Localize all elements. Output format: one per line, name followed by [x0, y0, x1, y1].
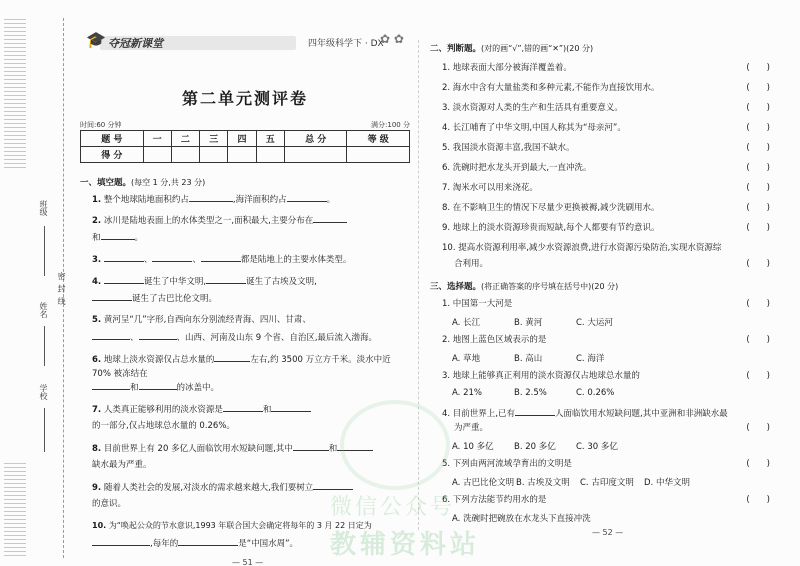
choice-option[interactable]: A. 21% [452, 388, 482, 398]
question-text: 7. 淘米水可以用来浇花。 [442, 183, 538, 193]
question-text: 的冰盖中。 [176, 383, 220, 393]
answer-blank[interactable] [313, 213, 347, 223]
section-note: (将正确答案的序号填在括号中)(20 分) [481, 282, 619, 291]
answer-paren[interactable]: ( ) [746, 259, 770, 269]
sprout-icon: ✿ ✿ [380, 32, 404, 46]
question-number: 5. [92, 315, 102, 325]
score-header-cell: 五 [256, 131, 284, 147]
question-number: 6. [92, 355, 102, 365]
question-text: 为“唤起公众的节水意识,1993 年联合国大会确定将每年的 3 月 22 日定为 [108, 521, 372, 530]
page-title: 第二单元测评卷 [181, 89, 308, 108]
choice-option[interactable]: C. 海洋 [576, 354, 605, 364]
answer-blank[interactable] [293, 441, 329, 451]
section-2-title [430, 42, 593, 54]
answer-blank[interactable] [139, 380, 177, 390]
question-number: 1. [92, 195, 102, 205]
answer-paren[interactable]: ( ) [746, 223, 770, 233]
question-text: 缺水最为严重。 [92, 460, 152, 470]
score-header-row [81, 131, 410, 147]
choice-option[interactable]: B. 高山 [514, 354, 543, 364]
question-text: 为严重。 [454, 423, 489, 433]
full-score: 满分:100 分 [371, 121, 410, 129]
answer-blank[interactable] [206, 274, 246, 284]
question-number: 10. [92, 521, 107, 530]
question-text: 5. 我国淡水资源丰富,我国不缺水。 [442, 143, 575, 153]
score-cell[interactable] [143, 147, 171, 163]
judge-question [442, 202, 770, 215]
question-text: 6. 洗碗时把水龙头开到最大,一直冲洗。 [442, 163, 592, 173]
question-number: 9. [92, 483, 102, 493]
score-cell[interactable] [284, 147, 347, 163]
answer-blank[interactable] [139, 330, 177, 340]
school-field[interactable] [44, 408, 45, 452]
question-text: 左右,约 3500 万立方千米。淡水中近 70% 被冻结在 [92, 355, 391, 379]
class-field[interactable] [44, 226, 45, 276]
fill-question-2 [92, 213, 410, 228]
question-text: 和 [92, 233, 101, 243]
choice-option[interactable]: A. 古巴比伦文明 [452, 478, 515, 488]
answer-blank[interactable] [223, 402, 263, 412]
question-text: 3. 淡水资源对人类的生产和生活具有重要意义。 [442, 103, 623, 113]
mortarboard-icon: 🎓 [86, 30, 106, 49]
fill-question-3 [92, 252, 410, 267]
answer-blank[interactable] [101, 230, 135, 240]
grade-label: 四年级科学下 · DX [308, 39, 384, 49]
watermark-text: 教辅资料站 [330, 530, 481, 560]
choice-question [442, 494, 770, 507]
answer-paren[interactable]: ( ) [746, 335, 770, 345]
question-text: 、 [143, 255, 153, 265]
judge-question [442, 82, 770, 95]
answer-paren[interactable]: ( ) [746, 163, 770, 173]
section-title-text: 三、选择题。 [430, 282, 482, 292]
answer-paren[interactable]: ( ) [746, 299, 770, 309]
choice-options [452, 352, 638, 364]
answer-paren[interactable]: ( ) [746, 63, 770, 73]
choice-option[interactable]: A. 长江 [452, 318, 481, 328]
question-text: 4. 长江哺育了中华文明,中国人称其为“母亲河”。 [442, 123, 626, 133]
question-text: 和 [130, 383, 139, 393]
question-text: ,每年的 [150, 539, 179, 549]
choice-option[interactable]: A. 草地 [452, 354, 481, 364]
question-number: 8. [92, 444, 102, 454]
answer-paren[interactable]: ( ) [746, 103, 770, 113]
answer-blank[interactable] [201, 252, 241, 262]
score-table [80, 130, 410, 163]
question-text: 、 [130, 333, 139, 343]
answer-blank[interactable] [214, 352, 250, 362]
answer-paren[interactable]: ( ) [746, 123, 770, 133]
question-number: 2. [92, 216, 102, 226]
question-text: 冰川是陆地表面上的水体类型之一,面积最大,主要分布在 [103, 216, 314, 226]
page-number: — 52 — [592, 528, 624, 537]
judge-question-cont [442, 258, 770, 271]
time-limit: 时间:60 分钟 [80, 121, 122, 129]
choice-option[interactable]: C. 30 多亿 [576, 442, 618, 452]
watermark-text: 微信公众号 [330, 495, 456, 520]
score-header-cell: 一 [143, 131, 171, 147]
judge-question [442, 62, 770, 75]
question-text: 的一部分,仅占地球总水量的 0.26%。 [92, 421, 235, 431]
section-1-title [80, 176, 205, 188]
answer-blank[interactable] [515, 406, 555, 416]
fill-question-5 [92, 313, 410, 327]
score-row [81, 147, 410, 163]
choice-option[interactable]: D. 中华文明 [644, 478, 690, 488]
score-header-cell: 等 级 [347, 131, 410, 147]
score-cell[interactable] [347, 147, 410, 163]
judge-question [442, 162, 770, 175]
name-field[interactable] [44, 326, 45, 366]
question-text: 、山西、河南及山东 9 个省、自治区,最后流入渤海。 [176, 333, 378, 343]
choice-options [452, 316, 638, 328]
score-header-cell: 题 号 [81, 131, 144, 147]
answer-blank[interactable] [271, 402, 311, 412]
score-cell[interactable] [228, 147, 256, 163]
judge-question [442, 242, 770, 255]
answer-blank[interactable] [92, 330, 130, 340]
score-header-cell: 三 [200, 131, 228, 147]
section-note: (每空 1 分,共 23 分) [131, 178, 206, 187]
question-text: 9. 地球上的淡水资源珍贵而短缺,每个人都要有节约意识。 [442, 223, 660, 233]
choice-question-cont [442, 422, 770, 435]
question-text: 1. 地球表面大部分被海洋覆盖着。 [442, 63, 572, 73]
question-text: 5. 下列由两河流域孕育出的文明是 [442, 459, 572, 469]
question-text: 6. 下列方法能节约用水的是 [442, 495, 547, 505]
choice-option[interactable]: B. 黄河 [514, 318, 543, 328]
score-header-cell: 四 [228, 131, 256, 147]
question-text: 8. 在不影响卫生的情况下尽量少更换被褥,减少洗刷用水。 [442, 203, 660, 213]
section-3-title [430, 280, 618, 292]
answer-paren[interactable]: ( ) [746, 203, 770, 213]
question-text: 和 [262, 405, 272, 415]
answer-paren[interactable]: ( ) [746, 83, 770, 93]
seal-text: 密 封 线 [57, 272, 66, 307]
brand-name: 夺冠新课堂 [108, 37, 163, 50]
fill-question-5-cont [92, 330, 410, 345]
question-text: 。 [326, 195, 336, 205]
choice-option[interactable]: C. 0.26% [576, 388, 615, 398]
score-header-cell: 总 分 [284, 131, 347, 147]
choice-option[interactable]: B. 古埃及文明 [516, 478, 570, 488]
section-note: (对的画“√”,错的画“✕”)(20 分) [481, 44, 594, 53]
judge-question [442, 222, 770, 235]
question-text: 4. 目前世界上,已有 [442, 409, 516, 419]
class-label: 班级 [39, 200, 48, 216]
judge-question [442, 142, 770, 155]
question-number: 4. [92, 277, 102, 287]
score-cell[interactable] [256, 147, 284, 163]
choice-option[interactable]: C. 古印度文明 [580, 478, 634, 488]
choice-question [442, 458, 770, 471]
choice-question [442, 334, 770, 347]
question-text: 都是陆地上的主要水体类型。 [240, 255, 352, 265]
question-text: ,海洋面积约占 [232, 195, 287, 205]
question-text: 。 [134, 233, 144, 243]
answer-blank[interactable] [92, 291, 132, 301]
judge-question [442, 102, 770, 115]
answer-paren[interactable]: ( ) [746, 183, 770, 193]
choice-options [452, 440, 638, 452]
choice-options [452, 388, 638, 398]
answer-blank[interactable] [92, 536, 150, 546]
choice-option[interactable]: B. 20 多亿 [514, 442, 556, 452]
fill-question-6-cont [92, 380, 410, 395]
school-label: 学校 [39, 384, 48, 400]
choice-option[interactable]: C. 大运河 [576, 318, 613, 328]
binding-strip [0, 0, 74, 566]
fill-question-6 [92, 352, 410, 381]
choice-option[interactable]: A. 10 多亿 [452, 442, 494, 452]
brand-header [80, 30, 410, 52]
question-number: 3. [92, 255, 102, 265]
question-text: 10. 提高水资源利用率,减少水资源浪费,进行水资源污染防治,实现水资源综 [442, 243, 722, 253]
answer-blank[interactable] [92, 380, 130, 390]
exam-meta [80, 120, 410, 130]
name-label: 姓名 [39, 302, 48, 318]
choice-question [442, 298, 770, 311]
answer-blank[interactable] [287, 192, 327, 202]
question-text: 合利用。 [454, 259, 489, 269]
question-text: 黄河呈“几”字形,自西向东分别流经青海、四川、甘肃、 [103, 315, 311, 325]
watermark-ring [340, 400, 450, 490]
answer-blank[interactable] [104, 252, 144, 262]
question-text: 人类真正能够利用的淡水资源是 [103, 405, 223, 415]
question-text: 目前世界上有 20 多亿人面临饮用水短缺问题,其中 [103, 444, 293, 454]
fill-question-4 [92, 274, 410, 289]
score-cell[interactable] [171, 147, 199, 163]
question-text: 1. 中国第一大河是 [442, 299, 513, 309]
question-text: 2. 地图上蓝色区域表示的是 [442, 335, 547, 345]
answer-blank[interactable] [178, 536, 238, 546]
answer-paren[interactable]: ( ) [746, 143, 770, 153]
answer-paren[interactable]: ( ) [746, 459, 770, 469]
question-text: 的意识。 [92, 499, 127, 509]
answer-blank[interactable] [152, 252, 192, 262]
page-number: — 51 — [232, 558, 264, 566]
question-text: 诞生了古埃及文明, [246, 277, 317, 287]
judge-question [442, 122, 770, 135]
question-text: 3. 地球上能够真正利用的淡水资源仅占地球总水量的 [442, 371, 640, 381]
answer-paren[interactable]: ( ) [746, 371, 770, 381]
question-text: 、 [192, 255, 201, 265]
answer-blank[interactable] [313, 480, 353, 490]
choice-option[interactable]: B. 2.5% [514, 388, 547, 398]
fill-question-2-cont [92, 230, 410, 245]
question-text: 2. 海水中含有大量盐类和多种元素,不能作为直接饮用水。 [442, 83, 660, 93]
choice-options [452, 512, 591, 524]
fill-question-4-cont [92, 291, 410, 306]
question-text: 地球上淡水资源仅占总水量的 [103, 355, 215, 365]
section-title-text: 二、判断题。 [430, 44, 482, 54]
choice-option[interactable]: A. 洗碗时把碗放在水龙头下直接冲洗 [452, 514, 591, 524]
choice-question [442, 406, 770, 421]
judge-question [442, 182, 770, 195]
question-text: 整个地球陆地面积约占 [103, 195, 189, 205]
hatch-decoration [4, 460, 26, 556]
question-text: 人面临饮用水短缺问题,其中亚洲和非洲缺水最 [555, 409, 728, 419]
question-text: 诞生了中华文明, [143, 277, 207, 287]
score-header-cell: 二 [171, 131, 199, 147]
answer-paren[interactable]: ( ) [746, 423, 770, 433]
answer-paren[interactable]: ( ) [746, 495, 770, 505]
section-title-text: 一、填空题。 [80, 178, 132, 188]
question-text: 随着人类社会的发展,对淡水的需求越来越大,我们要树立 [103, 483, 314, 493]
question-text: 诞生了古巴比伦文明。 [132, 294, 218, 304]
hatch-decoration [4, 18, 26, 168]
score-cell[interactable] [200, 147, 228, 163]
question-number: 7. [92, 405, 102, 415]
choice-question [442, 370, 770, 383]
score-row-label: 得 分 [81, 147, 144, 163]
question-text: 是“中国水周”。 [238, 539, 299, 549]
fill-question-1 [92, 192, 410, 207]
choice-options [452, 476, 708, 488]
answer-blank[interactable] [104, 274, 144, 284]
answer-blank[interactable] [189, 192, 233, 202]
question-text: 和 [328, 444, 338, 454]
